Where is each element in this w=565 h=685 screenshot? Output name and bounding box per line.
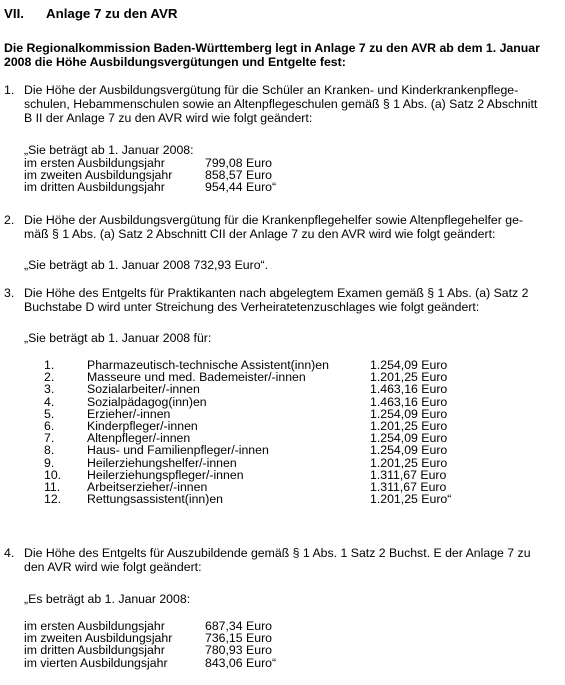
row-number: 3. [44,382,55,397]
row-value: 1.463,16 Euro [370,394,448,409]
row-label: im ersten Ausbildungsjahr [24,156,165,170]
text-line: den AVR wird wie folgt geändert: [24,560,202,575]
row-label: im zweiten Ausbildungsjahr [24,631,173,646]
row-label: Kinderpfleger/-innen [87,419,198,434]
row-label: im dritten Ausbildungsjahr [24,180,165,195]
section-4 [4,546,556,574]
row-value: 799,08 Euro [205,156,273,170]
section-number: 3. [4,286,15,300]
row-label: Sozialarbeiter/-innen [87,382,200,397]
value-table [24,157,276,194]
section-2 [4,213,556,241]
table-row [24,657,276,669]
table-row [44,396,480,408]
row-value: 843,06 Euro“ [205,655,277,670]
row-label: Rettungsassistent(inn)en [87,492,224,507]
row-number: 2. [44,370,55,385]
row-number: 6. [44,419,55,434]
row-value: 780,93 Euro [205,643,273,658]
text-line: Die Höhe der Ausbildungsvergütung für die Schüler an Kranken- und Kinderkrankenpflege- [24,83,519,97]
row-label: Erzieher/-innen [87,406,171,421]
row-label: Pharmazeutisch-technische Assistent(inn)en [87,358,329,372]
row-label: Heilerziehungshelfer/-innen [87,455,237,470]
row-value: 1.201,25 Euro [370,419,448,434]
row-value: 1.311,67 Euro [370,480,447,495]
section-3 [4,286,556,314]
row-number: 8. [44,443,55,458]
heading-title: Anlage 7 zu den AVR [46,6,178,21]
quote-intro: „Sie beträgt ab 1. Januar 2008: [24,143,194,157]
quote-intro: „Es beträgt ab 1. Januar 2008: [24,592,191,606]
text-line: Buchstabe D wird unter Streichung des Verheiratetenzuschlages wie folgt geändert: [24,300,480,315]
text-line: Die Höhe des Entgelts für Auszubildende gemäß § 1 Abs. 1 Satz 2 Buchst. E der Anlage 7 zu [24,546,531,560]
intro-line: 2008 die Höhe Ausbildungsvergütungen und Entgelte fest: [4,55,346,70]
text-line: Die Höhe der Ausbildungsvergütung für die Krankenpflegehelfer sowie Altenpflegehelfer ge- [24,213,524,227]
text-line: mäß § 1 Abs. (a) Satz 2 Abschnitt CII der Anlage 7 zu den AVR wird wie folgt geändert: [24,227,496,242]
row-label: im vierten Ausbildungsjahr [24,655,168,670]
row-value: 1.254,09 Euro [370,358,448,372]
row-value: 1.201,25 Euro [370,370,448,385]
table-row [44,383,480,395]
row-label: Masseure und med. Bademeister/-innen [87,370,306,385]
intro-line: Die Regionalkommission Baden-Württemberg legt in Anlage 7 zu den AVR ab dem 1. Januar [4,41,540,55]
row-value: 1.311,67 Euro [370,467,447,482]
row-label: im zweiten Ausbildungsjahr [24,168,173,183]
section-heading [4,6,178,22]
row-number: 4. [44,394,55,409]
text-line: B II der Anlage 7 zu den AVR wird wie folgt geändert: [24,111,313,126]
section-text [24,286,556,314]
quote-intro: „Sie beträgt ab 1. Januar 2008 für: [24,331,212,345]
row-number: 7. [44,431,55,446]
row-number: 12. [44,492,62,507]
table-row [24,181,276,193]
row-label: Haus- und Familienpfleger/-innen [87,443,269,458]
row-value: 1.463,16 Euro [370,382,448,397]
row-number: 10. [44,467,62,482]
row-value: 687,34 Euro [205,619,273,633]
row-label: Altenpfleger/-innen [87,431,191,446]
row-value: 1.201,25 Euro [370,455,448,470]
section-text [24,213,556,241]
row-label: Heilerziehungspfleger/-innen [87,467,244,482]
table-row [44,457,480,469]
text-line: schulen, Hebammenschulen sowie an Altenpflegeschulen gemäß § 1 Abs. (a) Satz 2 Abschnitt [24,97,538,112]
table-row [44,493,480,505]
intro-paragraph [4,41,556,69]
section-number: 1. [4,83,15,97]
row-value: 1.254,09 Euro [370,443,448,458]
row-value: 858,57 Euro [205,168,273,183]
heading-number: VII. [4,6,24,21]
table-row [24,644,276,656]
row-label: im dritten Ausbildungsjahr [24,643,165,658]
section-1 [4,83,556,126]
row-label: Arbeitserzieher/-innen [87,480,208,495]
section-text [24,546,556,574]
table-row [44,444,480,456]
row-number: 5. [44,406,55,421]
row-value: 736,15 Euro [205,631,273,646]
row-value: 1.201,25 Euro“ [370,492,452,507]
row-label: Sozialpädagog(inn)en [87,394,207,409]
value-table [44,359,480,505]
row-number: 1. [44,358,55,372]
row-label: im ersten Ausbildungsjahr [24,619,165,633]
text-line: Die Höhe des Entgelts für Praktikanten nach abgelegtem Examen gemäß § 1 Abs. (a) Satz 2 [24,286,529,300]
row-number: 11. [44,480,61,495]
row-value: 954,44 Euro“ [205,180,277,195]
row-number: 9. [44,455,55,470]
row-value: 1.254,09 Euro [370,431,448,446]
section-text [24,83,556,126]
quote: „Sie beträgt ab 1. Januar 2008 732,93 Euro“. [24,258,269,272]
section-number: 4. [4,546,15,560]
section-number: 2. [4,213,15,227]
row-value: 1.254,09 Euro [370,406,448,421]
value-table [24,620,276,669]
